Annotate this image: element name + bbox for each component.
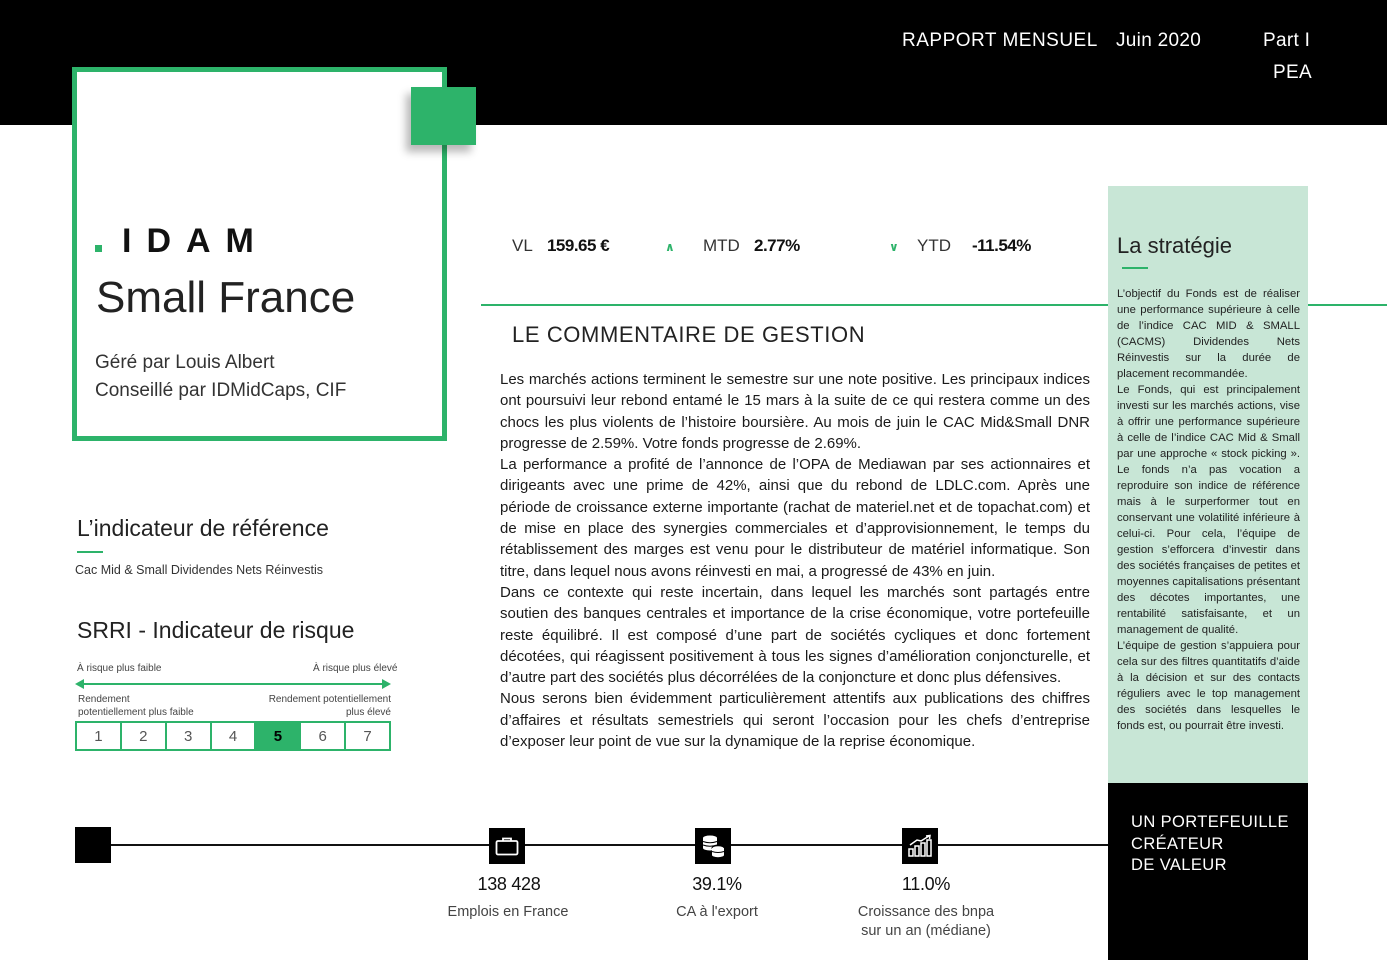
portfolio-headline — [1131, 812, 1289, 877]
coins-icon — [695, 828, 731, 864]
kpi-mtd-value: 2.77% — [754, 236, 800, 255]
srri-high-return-line1: Rendement potentiellement — [268, 694, 391, 705]
manager-line: Géré par Louis Albert — [95, 352, 275, 373]
stat-eps-label-line2: sur un an (médiane) — [861, 923, 991, 939]
briefcase-icon — [489, 828, 525, 864]
stat-eps-label-line1: Croissance des bnpa — [857, 904, 995, 920]
srri-cell: 1 — [77, 723, 122, 749]
srri-low-risk: À risque plus faible — [77, 663, 162, 674]
strategy-paragraph: L’équipe de gestion s’appuiera pour cela sur des filtres quantitatifs d’aide à la décision et sur des contacts réguliers avec le top management des sociétés dans lesquelles le fonds est, ou pourrait être investi. — [1117, 640, 1300, 732]
stat-export-label-line1: CA à l'export — [676, 904, 758, 920]
kpi-ytd-label: YTD — [917, 236, 951, 255]
strategy-paragraph: L’objectif du Fonds est de réaliser une performance supérieure à celle de l’indice CAC MID & SMALL (CACMS) Dividendes Nets Réinvestis sur la durée de placement recommandée. — [1117, 288, 1300, 380]
timeline-start-square — [75, 827, 111, 863]
account-type: PEA — [1273, 62, 1312, 83]
brand-logo — [95, 222, 269, 261]
kpi-ytd — [917, 236, 951, 256]
srri-title: SRRI - Indicateur de risque — [77, 617, 355, 643]
srri-arrow-line — [80, 683, 386, 685]
growth-chart-icon — [902, 828, 938, 864]
strategy-paragraph: Le Fonds, qui est principalement investi sur les marchés actions, vise à offrir une performance supérieure à celle de l’indice CAC Mid & Small par une approche « stock picking ». Le fonds n’a pas vocation a reproduire son indice de référence mais à le surperformer tout en conservant une volatilité inférieure à celui-ci. Pour cela, l’équipe de gestion s’efforcera d’investir dans des sociétés françaises de petites et moyennes capitalisations présentant des décotes importantes, une rentabilité satisfaisante, et un management de qualité. — [1117, 384, 1300, 636]
srri-scale — [75, 721, 391, 751]
srri-high-risk: À risque plus élevé — [313, 663, 398, 674]
stat-jobs-label — [418, 903, 598, 922]
stats-timeline — [111, 844, 1108, 846]
stat-export-label — [627, 903, 807, 922]
chevron-up-icon: ∧ — [665, 240, 675, 254]
reference-index: Cac Mid & Small Dividendes Nets Réinvestis — [75, 563, 324, 577]
portfolio-line2: CRÉATEUR — [1131, 834, 1224, 853]
strategy-title: La stratégie — [1117, 233, 1232, 258]
kpi-mtd-label: MTD — [703, 236, 740, 255]
commentary-paragraph: La performance a profité de l’annonce de l’OPA de Mediawan par ses actionnaires et dirigeants avec une prime de 42%, ainsi que du rebond de LDLC.com. Après une période de croissance externe importante (rachat de materiel.net et de topachat.com) et de mise en place des synergies commerciales et d’approvisionnement, le temps du rétablissement des marges est venu pour le distributeur de matériel informatique. Son titre, dans lequel nous avons réinvesti en mai, a progressé de 43% en juin. — [500, 456, 1090, 580]
stat-jobs-value: 138 428 — [477, 874, 541, 894]
report-title: RAPPORT MENSUEL — [902, 30, 1098, 51]
logo-text: IDAM — [122, 222, 269, 260]
portfolio-line1: UN PORTEFEUILLE — [1131, 813, 1289, 831]
kpi-vl-value: 159.65 € — [546, 236, 610, 255]
kpi-ytd-value: -11.54% — [972, 236, 1031, 255]
srri-high-return-line2: plus élevé — [345, 707, 391, 718]
kpi-vl-label: VL — [512, 236, 533, 255]
stat-eps-label — [836, 903, 1016, 941]
srri-cell: 5 — [256, 723, 301, 749]
reference-underline — [77, 551, 103, 553]
report-date: Juin 2020 — [1116, 30, 1202, 51]
srri-low-return — [78, 693, 194, 719]
srri-low-return-line1: Rendement — [78, 694, 130, 705]
strategy-underline — [1122, 267, 1148, 269]
commentary-paragraph: Les marchés actions terminent le semestre sur une note positive. Les principaux indices ont poursuivi leur rebond entamé le 15 mars à la suite de ce qui restera comme un des chocs les plus violents de l’histoire boursière. Au mois de juin le CAC Mid&Small DNR progresse de 2.59%. Votre fonds progresse de 2.69%. — [500, 371, 1090, 452]
srri-cell: 6 — [301, 723, 346, 749]
decorative-square — [411, 87, 476, 145]
srri-high-return — [250, 693, 391, 719]
fund-name: Small France — [96, 273, 356, 322]
portfolio-line3: DE VALEUR — [1131, 856, 1227, 874]
kpi-vl — [512, 236, 609, 256]
fund-management — [95, 349, 346, 405]
stat-eps-value: 11.0% — [901, 874, 951, 894]
srri-cell: 2 — [122, 723, 167, 749]
commentary-title: LE COMMENTAIRE DE GESTION — [512, 322, 866, 347]
logo-dot — [95, 245, 102, 252]
arrow-left-icon — [75, 679, 84, 689]
stat-jobs-label-line1: Emplois en France — [447, 904, 569, 920]
commentary-paragraph: Dans ce contexte qui reste incertain, dans lequel les marchés sont partagés entre soutien des banques centrales et importance de la crise économique, votre portefeuille reste équilibré. Il est composé d’une part de sociétés cycliques et donc fortement décotées, qui réagissent positivement à tous les signes d’amélioration conjoncturelle, et d’autre part des sociétés plus décorrélées de la conjoncture et donc plus défensives. — [500, 583, 1090, 687]
commentary-paragraph: Nous serons bien évidemment particulièrement attentifs aux publications des chiffres d’affaires et résultats semestriels qui seront l’occasion pour les chefs d’entreprise d’exposer leur point de vue sur la dynamique de la reprise économique. — [500, 690, 1090, 751]
arrow-right-icon — [382, 679, 391, 689]
reference-title: L’indicateur de référence — [77, 515, 329, 541]
kpi-mtd — [703, 236, 800, 256]
share-class: Part I — [1263, 30, 1311, 51]
srri-low-return-line2: potentiellement plus faible — [78, 707, 194, 718]
kpi-ytd-value-wrap — [972, 236, 1031, 256]
srri-cell: 4 — [212, 723, 257, 749]
strategy-body — [1117, 286, 1300, 734]
advisor-line: Conseillé par IDMidCaps, CIF — [95, 380, 347, 401]
srri-cell: 3 — [167, 723, 212, 749]
stat-export-value: 39.1% — [692, 874, 742, 894]
commentary-body — [500, 369, 1090, 752]
srri-cell: 7 — [363, 727, 372, 745]
chevron-down-icon: ∨ — [889, 240, 899, 254]
